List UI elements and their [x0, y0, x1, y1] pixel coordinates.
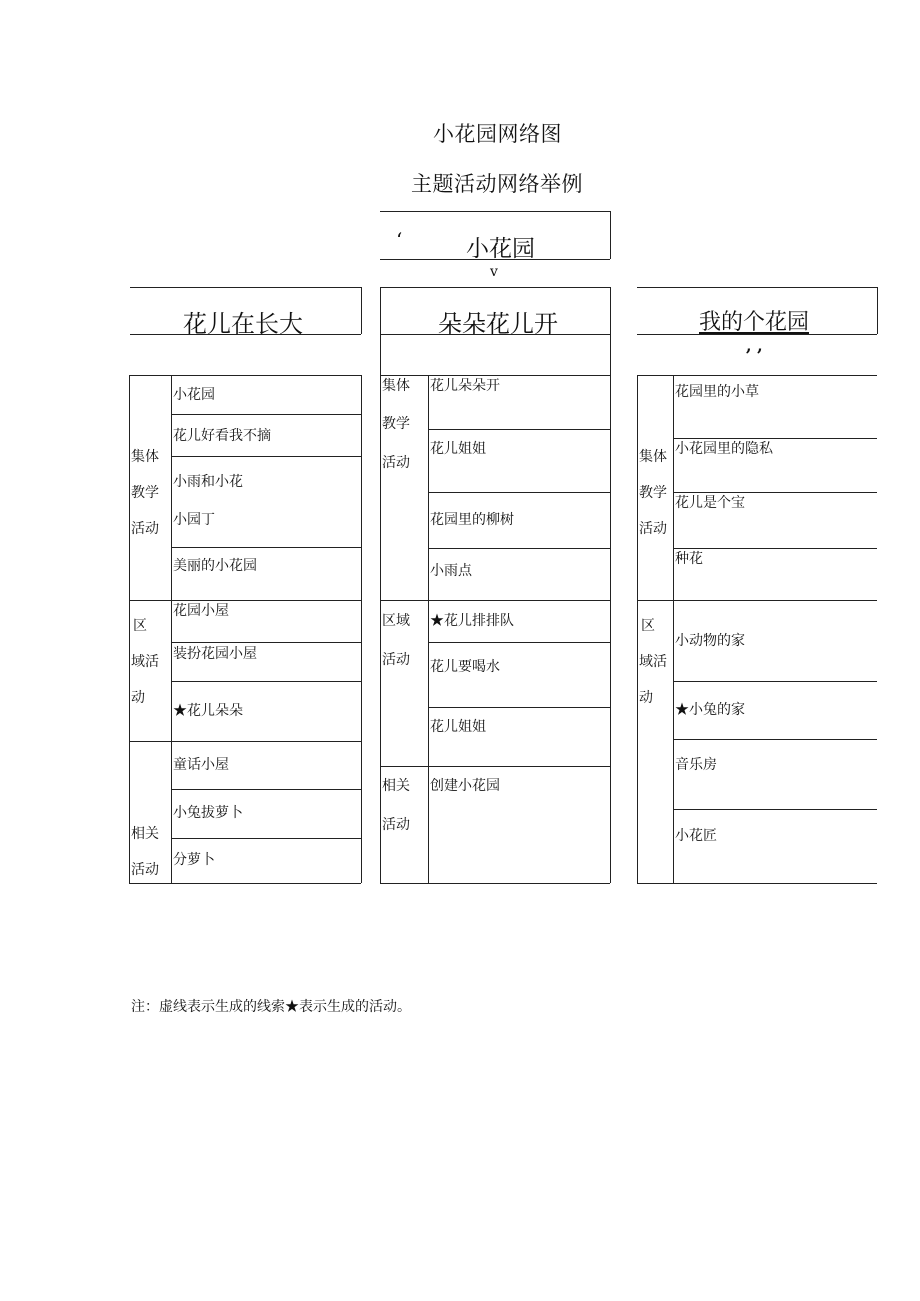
col3-table-left: [637, 375, 638, 883]
col1-item: 小雨和小花: [173, 474, 243, 490]
col3-group-sep: [637, 600, 877, 601]
center-box-top: [380, 211, 610, 212]
col3-item: 花儿是个宝: [675, 495, 745, 511]
col3-group2-label: 域活: [639, 654, 667, 670]
col2-spacer-left: [380, 334, 381, 375]
col3-row-sep: [673, 681, 877, 682]
col1-row-sep: [171, 414, 361, 415]
col2-group1-label: 教学: [382, 416, 410, 432]
col2-spacer-right: [610, 334, 611, 375]
col3-item: 小花园里的隐私: [675, 441, 773, 457]
col1-heading: 花儿在长大: [183, 310, 303, 338]
col2-group2-label: 活动: [382, 652, 410, 668]
col2-group1-label: 活动: [382, 455, 410, 471]
col2-group-sep: [380, 766, 610, 767]
col2-item: ★花儿排排队: [430, 613, 514, 629]
col1-item: 花园小屋: [173, 603, 229, 619]
col3-group2-label: 动: [639, 690, 653, 706]
col3-row-sep: [673, 739, 877, 740]
col2-table-right: [610, 375, 611, 883]
col3-group2-label: 区: [641, 618, 655, 634]
col3-row-sep: [673, 548, 877, 549]
page-subtitle: 主题活动网络举例: [411, 172, 583, 196]
col2-table-top: [380, 375, 610, 376]
col1-group1-label: 活动: [131, 521, 159, 537]
col1-table-top: [129, 375, 361, 376]
col1-row-sep: [171, 838, 361, 839]
col1-item: 美丽的小花园: [173, 558, 257, 574]
center-mark: ‘: [396, 228, 403, 252]
col1-item: ★花儿朵朵: [173, 703, 243, 719]
col2-table-left: [380, 375, 381, 883]
col1-item: 小兔拔萝卜: [173, 805, 243, 821]
col3-heading: 我的个花园: [699, 310, 810, 335]
col3-item: 音乐房: [675, 757, 717, 773]
col1-heading-top: [130, 287, 361, 288]
col1-table-divider: [171, 375, 172, 883]
col3-item: 花园里的小草: [675, 384, 759, 400]
col1-group-sep: [129, 600, 361, 601]
col1-item: 小花园: [173, 387, 215, 403]
col3-heading-top: [637, 287, 877, 288]
col2-table-bottom: [380, 883, 610, 884]
col3-item: 小花匠: [675, 828, 717, 844]
col1-item: 装扮花园小屋: [173, 646, 257, 662]
col3-item: 小动物的家: [675, 633, 745, 649]
center-box-right: [610, 211, 611, 259]
col1-row-sep: [171, 789, 361, 790]
col2-group-sep: [380, 600, 610, 601]
col2-row-sep: [428, 548, 610, 549]
col2-item: 创建小花园: [430, 778, 500, 794]
col3-table-divider: [673, 375, 674, 883]
col1-group3-label: 活动: [131, 862, 159, 878]
col3-group1-label: 活动: [639, 521, 667, 537]
col1-group1-label: 集体: [131, 449, 159, 465]
col3-heading-right: [877, 287, 878, 334]
col1-row-sep: [171, 681, 361, 682]
col3-item: 种花: [675, 551, 703, 567]
col2-row-sep: [428, 707, 610, 708]
col3-item: ★小兔的家: [675, 702, 745, 718]
col2-row-sep: [428, 492, 610, 493]
col2-row-sep: [428, 429, 610, 430]
col2-group3-label: 活动: [382, 817, 410, 833]
col3-group1-label: 教学: [639, 485, 667, 501]
col1-row-sep: [171, 642, 361, 643]
col1-group3-label: 相关: [131, 826, 159, 842]
col1-row-sep: [171, 547, 361, 548]
page-title: 小花园网络图: [433, 122, 562, 146]
col3-table-bottom: [637, 883, 877, 884]
col1-table-left: [129, 375, 130, 883]
col3-group1-label: 集体: [639, 449, 667, 465]
col2-table-divider: [428, 375, 429, 883]
center-arrow: v: [490, 264, 498, 280]
col3-row-sep: [673, 492, 877, 493]
col2-item: 花儿朵朵开: [430, 378, 500, 394]
footnote: 注：虚线表示生成的线索★表示生成的活动。: [131, 999, 411, 1015]
col1-heading-right: [361, 287, 362, 334]
col3-row-sep: [673, 438, 877, 439]
col2-heading-right: [610, 287, 611, 334]
col1-group2-label: 区: [133, 618, 147, 634]
col3-row-sep: [673, 809, 877, 810]
col1-table-bottom: [129, 883, 361, 884]
col2-group2-label: 区域: [382, 613, 410, 629]
col1-group2-label: 域活: [131, 654, 159, 670]
col1-item: 花儿好看我不摘: [173, 428, 271, 444]
col2-heading-top: [380, 287, 610, 288]
col3-heading-mark: , ,: [746, 336, 763, 355]
col2-heading: 朵朵花儿开: [438, 310, 558, 338]
col1-item: 分萝卜: [173, 852, 215, 868]
col1-group-sep: [129, 741, 361, 742]
col2-heading-left: [380, 287, 381, 334]
col2-group3-label: 相关: [382, 778, 410, 794]
col2-item: 花儿要喝水: [430, 659, 500, 675]
col2-group1-label: 集体: [382, 378, 410, 394]
center-label: 小花园: [466, 236, 535, 262]
col2-item: 花儿姐姐: [430, 719, 486, 735]
col1-table-right: [361, 375, 362, 883]
col2-item: 花园里的柳树: [430, 512, 514, 528]
col1-item: 小园丁: [173, 512, 215, 528]
col1-row-sep: [171, 456, 361, 457]
col2-item: 小雨点: [430, 563, 472, 579]
col1-item: 童话小屋: [173, 757, 229, 773]
col1-group1-label: 教学: [131, 485, 159, 501]
col2-item: 花儿姐姐: [430, 441, 486, 457]
col2-row-sep: [428, 642, 610, 643]
col1-group2-label: 动: [131, 690, 145, 706]
